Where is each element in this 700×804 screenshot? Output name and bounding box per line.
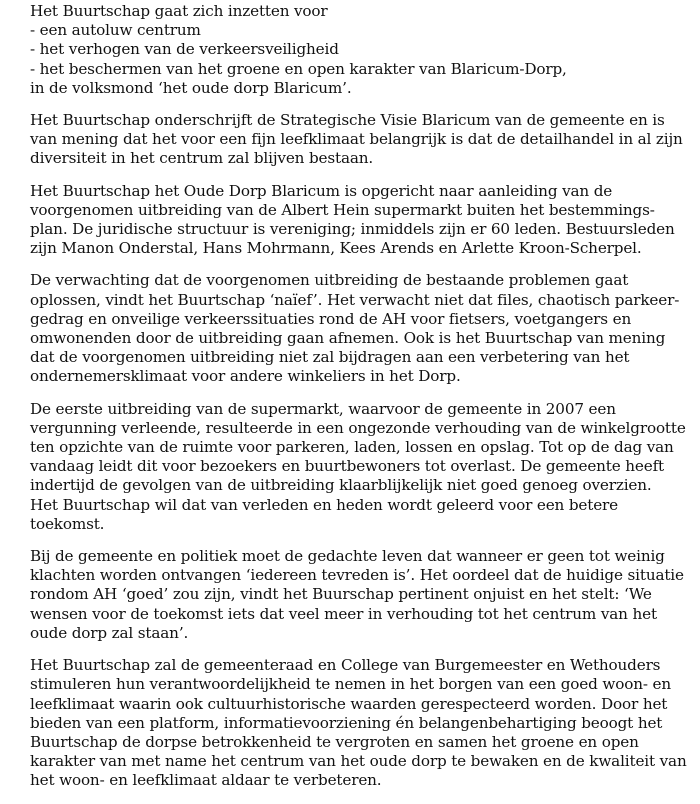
text-line: plan. De juridische structuur is vereniging; inmiddels zijn er 60 leden. Bestuursleden — [30, 220, 675, 239]
paragraph-municipality — [30, 547, 695, 643]
text-line: indertijd de gevolgen van de uitbreiding klaarblijkelijk niet goed genoeg overzien. — [30, 476, 652, 495]
paragraph-council — [30, 656, 695, 790]
text-line: Het Buurtschap het Oude Dorp Blaricum is opgericht naar aanleiding van de — [30, 181, 613, 200]
list-item: - een autoluw centrum — [30, 21, 201, 40]
text-line: het woon- en leefklimaat aldaar te verbeteren. — [30, 771, 382, 790]
text-line: in de volksmond ‘het oude dorp Blaricum’. — [30, 78, 352, 97]
text-line: klachten worden ontvangen ‘iedereen tevreden is’. Het oordeel dat de huidige situatie — [30, 566, 684, 585]
text-line: Het Buurtschap gaat zich inzetten voor — [30, 2, 328, 20]
list-item: - het verhogen van de verkeersveiligheid — [30, 40, 339, 59]
paragraph-first-expansion — [30, 400, 695, 534]
text-line: De eerste uitbreiding van de supermarkt, waarvoor de gemeente in 2007 een — [30, 399, 616, 418]
text-line: De verwachting dat de voorgenomen uitbreiding de bestaande problemen gaat — [30, 271, 629, 290]
text-line: toekomst. — [30, 514, 105, 533]
text-line: diversiteit in het centrum zal blijven bestaan. — [30, 149, 374, 168]
text-line: Het Buurtschap zal de gemeenteraad en College van Burgemeester en Wethouders — [30, 656, 661, 675]
text-line: omwonenden door de uitbreiding gaan afnemen. Ook is het Buurtschap van mening — [30, 329, 666, 348]
text-line: stimuleren hun verantwoordelijkheid te nemen in het borgen van een goed woon- en — [30, 675, 671, 694]
text-line: dat de voorgenomen uitbreiding niet zal bijdragen aan een verbetering van het — [30, 348, 630, 367]
text-line: wensen voor de toekomst iets dat veel meer in verhouding tot het centrum van het — [30, 604, 657, 623]
text-line: ondernemersklimaat voor andere winkeliers in het Dorp. — [30, 367, 461, 386]
text-line: Het Buurtschap wil dat van verleden en heden wordt geleerd voor een betere — [30, 495, 619, 514]
text-line: bieden van een platform, informatievoorziening én belangenbehartiging beoogt het — [30, 713, 663, 732]
article-body — [30, 2, 695, 804]
text-line: gedrag en onveilige verkeerssituaties rond de AH voor fietsers, voetgangers en — [30, 309, 632, 328]
text-line: ten opzichte van de ruimte voor parkeren, laden, lossen en opslag. Tot op de dag van — [30, 438, 674, 457]
list-item: - het beschermen van het groene en open karakter van Blaricum-Dorp, — [30, 59, 567, 78]
text-line: Bij de gemeente en politiek moet de gedachte leven dat wanneer er geen tot weinig — [30, 547, 665, 566]
text-line: Buurtschap de dorpse betrokkenheid te vergroten en samen het groene en open — [30, 732, 639, 751]
paragraph-expectation — [30, 271, 695, 386]
text-line: oplossen, vindt het Buurtschap ‘naïef’. Het verwacht niet dat files, chaotisch parkeer- — [30, 290, 680, 309]
text-line: van mening dat het voor een fijn leefklimaat belangrijk is dat de detailhandel in al zijn — [30, 130, 683, 149]
paragraph-goals — [30, 2, 695, 98]
text-line: vandaag leidt dit voor bezoekers en buurtbewoners tot overlast. De gemeente heeft — [30, 457, 665, 476]
paragraph-founding — [30, 182, 695, 259]
text-line: Het Buurtschap onderschrijft de Strategische Visie Blaricum van de gemeente en is — [30, 111, 665, 130]
text-line: oude dorp zal staan’. — [30, 623, 189, 642]
text-line: karakter van met name het centrum van het oude dorp te bewaken en de kwaliteit van — [30, 752, 687, 771]
text-line: rondom AH ‘goed’ zou zijn, vindt het Buurschap pertinent onjuist en het stelt: ‘We — [30, 585, 652, 604]
text-line: voorgenomen uitbreiding van de Albert Hein supermarkt buiten het bestemmings- — [30, 200, 655, 219]
text-line: zijn Manon Onderstal, Hans Mohrmann, Kees Arends en Arlette Kroon-Scherpel. — [30, 239, 642, 258]
text-line: vergunning verleende, resulteerde in een ongezonde verhouding van de winkelgrootte — [30, 418, 686, 437]
text-line: leefklimaat waarin ook cultuurhistorische waarden gerespecteerd worden. Door het — [30, 694, 668, 713]
paragraph-strategic-vision — [30, 111, 695, 169]
